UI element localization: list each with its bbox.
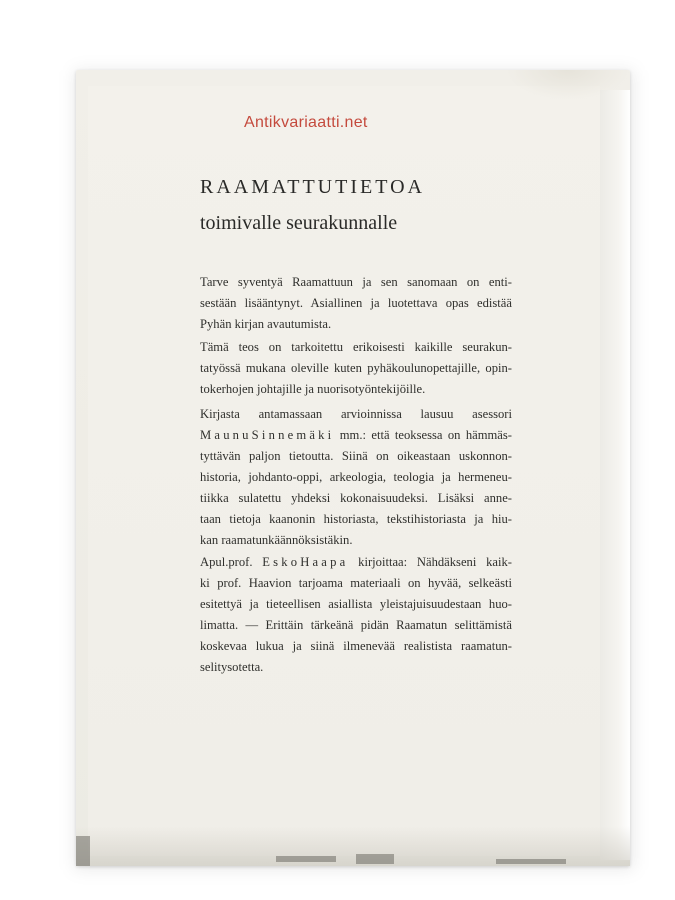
blurb-paragraph [200,272,512,335]
blurb-line: tokerhojen johtajille ja nuorisotyöntekijöille. [200,382,426,396]
blurb-line: Tämä teos on tarkoitettu erikoisesti kaikille seurakun- [200,340,512,354]
worn-chip [76,836,90,866]
book-title: RAAMATTUTIETOA [200,176,425,198]
blurb-paragraph [200,337,512,400]
blurb-line: ki prof. Haavion tarjoama materiaali on hyvää, selkeästi [200,576,512,590]
worn-chip [276,856,336,862]
watermark-text: Antikvariaatti.net [244,114,368,131]
reviewer-name: EskoHaapa [262,555,349,569]
blurb-line: esitettyä ja tieteellisen asiallista yleistajuisuudestaan huo- [200,597,512,611]
worn-chip [496,859,566,864]
blurb-line: kan raamatunkäännöksistäkin. [200,533,353,547]
blurb-line: Pyhän kirjan avautumista. [200,317,332,331]
review-paragraph [200,552,512,678]
blurb-line: Tarve syventyä Raamattuun ja sen sanomaan on enti- [200,275,512,289]
blurb-line [200,425,512,446]
blurb-line-rest: kirjoittaa: Nähdäkseni kaik- [358,555,512,569]
book-subtitle: toimivalle seurakunnalle [200,212,398,234]
blurb-line-rest: mm.: että teoksessa on hämmäs- [339,428,512,442]
blurb-line: tyttävän paljon tietoutta. Siinä on oikeastaan uskonnon- [200,449,512,463]
blurb-line: taan tietoja kaanonin historiasta, tekstihistoriasta ja hiu- [200,512,512,526]
blurb-line [200,552,512,573]
spine-edge [600,90,630,860]
blurb-line: koskevaa lukua ja siinä ilmenevää realistista raamatun- [200,639,512,653]
review-paragraph [200,404,512,551]
reviewer-title: Apul.prof. [200,555,253,569]
blurb-line: Kirjasta antamassaan arvioinnissa lausuu asessori [200,407,512,421]
blurb-line: selitysotetta. [200,660,264,674]
blurb-line: limatta. — Erittäin tärkeänä pidän Raamatun selittämistä [200,618,512,632]
worn-chip [356,854,394,864]
blurb-line: tiikka sulatettu yhdeksi kokonaisuudeksi. Lisäksi anne- [200,491,512,505]
blurb-line: historia, johdanto-oppi, arkeologia, teologia ja hermeneu- [200,470,512,484]
blurb-line: tatyössä mukana oleville kuten pyhäkoulunopettajille, opin- [200,361,512,375]
reviewer-name: MaunuSinnemäki [200,428,335,442]
worn-corner-top [506,70,630,100]
blurb-line: sestään lisääntynyt. Asiallinen ja luotettava opas edistää [200,296,512,310]
